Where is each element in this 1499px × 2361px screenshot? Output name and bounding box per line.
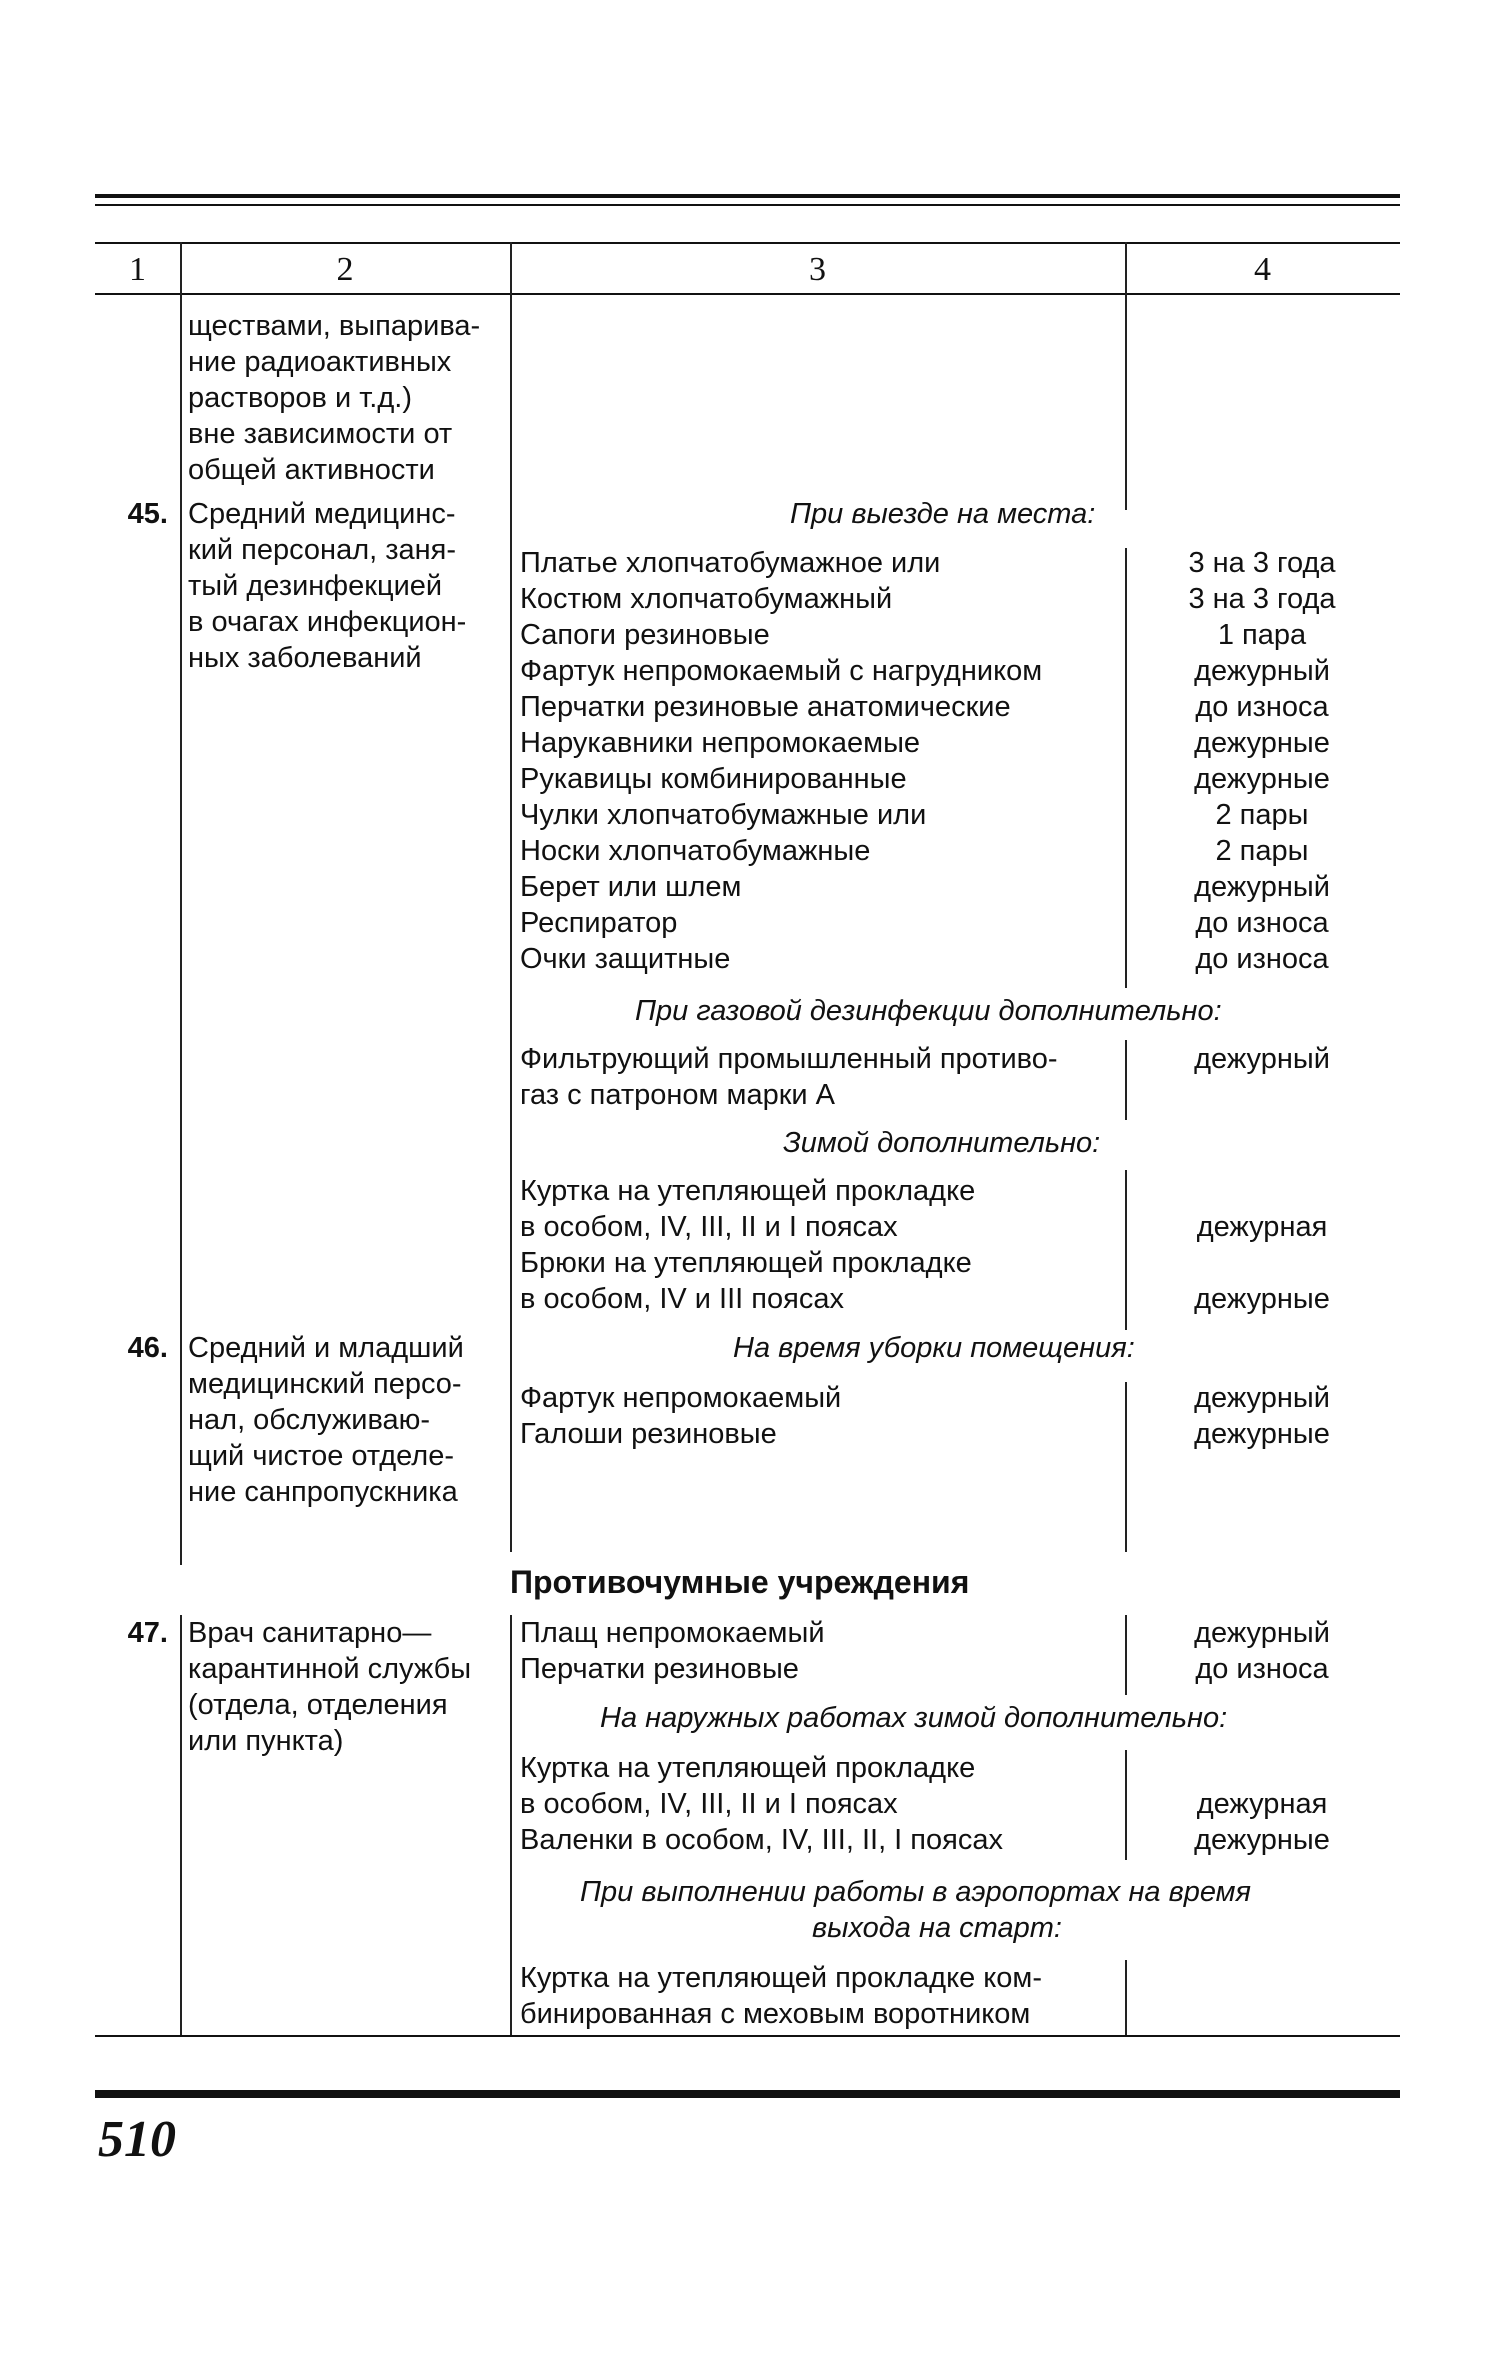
row45-number: 45. <box>127 498 168 530</box>
row45-desc-line: кий персонал, заня- <box>188 534 457 566</box>
item-name: Перчатки резиновые <box>520 1653 799 1685</box>
item-name: Фартук непромокаемый с нагрудником <box>520 655 1043 687</box>
winter-trousers-term: дежурные <box>1194 1283 1330 1315</box>
continuation-line: вне зависимости от <box>188 418 453 450</box>
section-title: Противочумные учреждения <box>510 1564 970 1600</box>
row47-subheading-airport: выхода на старт: <box>812 1912 1062 1944</box>
row46-desc-line: ние санпропускника <box>188 1476 458 1508</box>
w-jacket-line: в особом, IV, III, II и I поясах <box>520 1788 898 1820</box>
top-double-rule-upper <box>95 194 1400 198</box>
item-term: 2 пары <box>1215 799 1309 831</box>
item-term: до износа <box>1195 907 1329 939</box>
item-name: Респиратор <box>520 907 678 939</box>
winter-jacket-term: дежурная <box>1196 1211 1328 1243</box>
item-term: дежурный <box>1194 1382 1330 1414</box>
item-name: Берет или шлем <box>520 871 742 903</box>
col-divider-1-2-lower <box>180 1615 182 2035</box>
row47-desc-line: (отдела, отделения <box>188 1689 448 1721</box>
page-number: 510 <box>98 2111 176 2168</box>
item-name: Рукавицы комбинированные <box>520 763 907 795</box>
item-name: Галоши резиновые <box>520 1418 777 1450</box>
continuation-line: ществами, выпарива- <box>188 310 481 342</box>
item-term: до износа <box>1195 691 1329 723</box>
page-bottom-rule <box>95 2090 1400 2098</box>
continuation-line: растворов и т.д.) <box>188 382 412 414</box>
winter-trousers-line: в особом, IV и III поясах <box>520 1283 844 1315</box>
col-divider-2-3-lower <box>510 1615 512 2035</box>
winter-jacket-line: Куртка на утепляющей прокладке <box>520 1175 976 1207</box>
item-term: 3 на 3 года <box>1188 547 1336 579</box>
item-term: 1 пара <box>1217 619 1307 651</box>
row45-subheading-winter: Зимой дополнительно: <box>783 1127 1101 1159</box>
item-term: 2 пары <box>1215 835 1309 867</box>
item-term: дежурные <box>1194 727 1330 759</box>
row45-desc-line: тый дезинфекцией <box>188 570 443 602</box>
row45-desc-line: ных заболеваний <box>188 642 422 674</box>
top-double-rule-lower <box>95 204 1400 206</box>
row47-subheading-winter: На наружных работах зимой дополнительно: <box>600 1702 1228 1734</box>
row47-desc-line: Врач санитарно— <box>188 1617 432 1649</box>
item-term: дежурный <box>1194 1617 1330 1649</box>
row45-subheading-gas: При газовой дезинфекции дополнительно: <box>635 995 1222 1027</box>
row46-desc-line: медицинский персо- <box>188 1368 462 1400</box>
row47-desc-line: карантинной службы <box>188 1653 472 1685</box>
item-term: до износа <box>1195 1653 1329 1685</box>
item-term: дежурные <box>1194 763 1330 795</box>
fur-jacket-line: бинированная с меховым воротником <box>520 1998 1031 2030</box>
header-col-2: 2 <box>336 251 354 288</box>
row47-subheading-airport: При выполнении работы в аэропортах на время <box>580 1876 1252 1908</box>
row45-subheading-field: При выезде на места: <box>790 498 1096 530</box>
winter-trousers-line: Брюки на утепляющей прокладке <box>520 1247 972 1279</box>
row46-desc-line: щий чистое отделе- <box>188 1440 454 1472</box>
gas-mask-line: газ с патроном марки А <box>520 1079 836 1111</box>
col-divider-2-3-upper <box>510 242 512 1552</box>
col-divider-1-2 <box>180 242 182 1565</box>
row46-number: 46. <box>127 1332 168 1364</box>
col-divider-3-4-a <box>1125 295 1127 510</box>
gas-mask-line: Фильтрующий промышленный противо- <box>520 1043 1058 1075</box>
item-term: дежурный <box>1194 871 1330 903</box>
item-name: Нарукавники непромокаемые <box>520 727 921 759</box>
item-name: Чулки хлопчатобумажные или <box>520 799 927 831</box>
item-name: Носки хлопчатобумажные <box>520 835 871 867</box>
felt-boots-line: Валенки в особом, IV, III, II, I поясах <box>520 1824 1003 1856</box>
item-name: Сапоги резиновые <box>520 619 770 651</box>
row46-subheading: На время уборки помещения: <box>733 1332 1135 1364</box>
header-top-rule <box>95 242 1400 244</box>
w-jacket-term: дежурная <box>1196 1788 1328 1820</box>
item-name: Костюм хлопчатобумажный <box>520 583 893 615</box>
item-term: дежурный <box>1194 655 1330 687</box>
item-name: Очки защитные <box>520 943 731 975</box>
continuation-line: общей активности <box>188 454 435 486</box>
felt-boots-term: дежурные <box>1194 1824 1330 1856</box>
item-name: Плащ непромокаемый <box>520 1617 825 1649</box>
item-name: Перчатки резиновые анатомические <box>520 691 1011 723</box>
table-bottom-rule <box>95 2035 1400 2037</box>
row46-desc-line: Средний и младший <box>188 1332 464 1364</box>
gas-mask-term: дежурный <box>1194 1043 1330 1075</box>
continuation-line: ние радиоактивных <box>188 346 452 378</box>
winter-jacket-line: в особом, IV, III, II и I поясах <box>520 1211 898 1243</box>
header-col-4: 4 <box>1254 251 1271 288</box>
header-col-1: 1 <box>129 251 146 288</box>
row46-desc-line: нал, обслуживаю- <box>188 1404 431 1436</box>
item-name: Фартук непромокаемый <box>520 1382 842 1414</box>
item-term: 3 на 3 года <box>1188 583 1336 615</box>
row47-desc-line: или пункта) <box>188 1725 344 1757</box>
col-divider-3-4-h <box>1125 1960 1127 2035</box>
row47-number: 47. <box>127 1617 168 1649</box>
row45-desc-line: Средний медицинс- <box>188 498 456 530</box>
header-bottom-rule <box>95 293 1400 295</box>
col-divider-3-4-header <box>1125 242 1127 295</box>
item-term: до износа <box>1195 943 1329 975</box>
w-jacket-line: Куртка на утепляющей прокладке <box>520 1752 976 1784</box>
item-name: Платье хлопчатобумажное или <box>520 547 941 579</box>
header-col-3: 3 <box>809 251 826 288</box>
row45-desc-line: в очагах инфекцион- <box>188 606 467 638</box>
item-term: дежурные <box>1194 1418 1330 1450</box>
fur-jacket-line: Куртка на утепляющей прокладке ком- <box>520 1962 1043 1994</box>
